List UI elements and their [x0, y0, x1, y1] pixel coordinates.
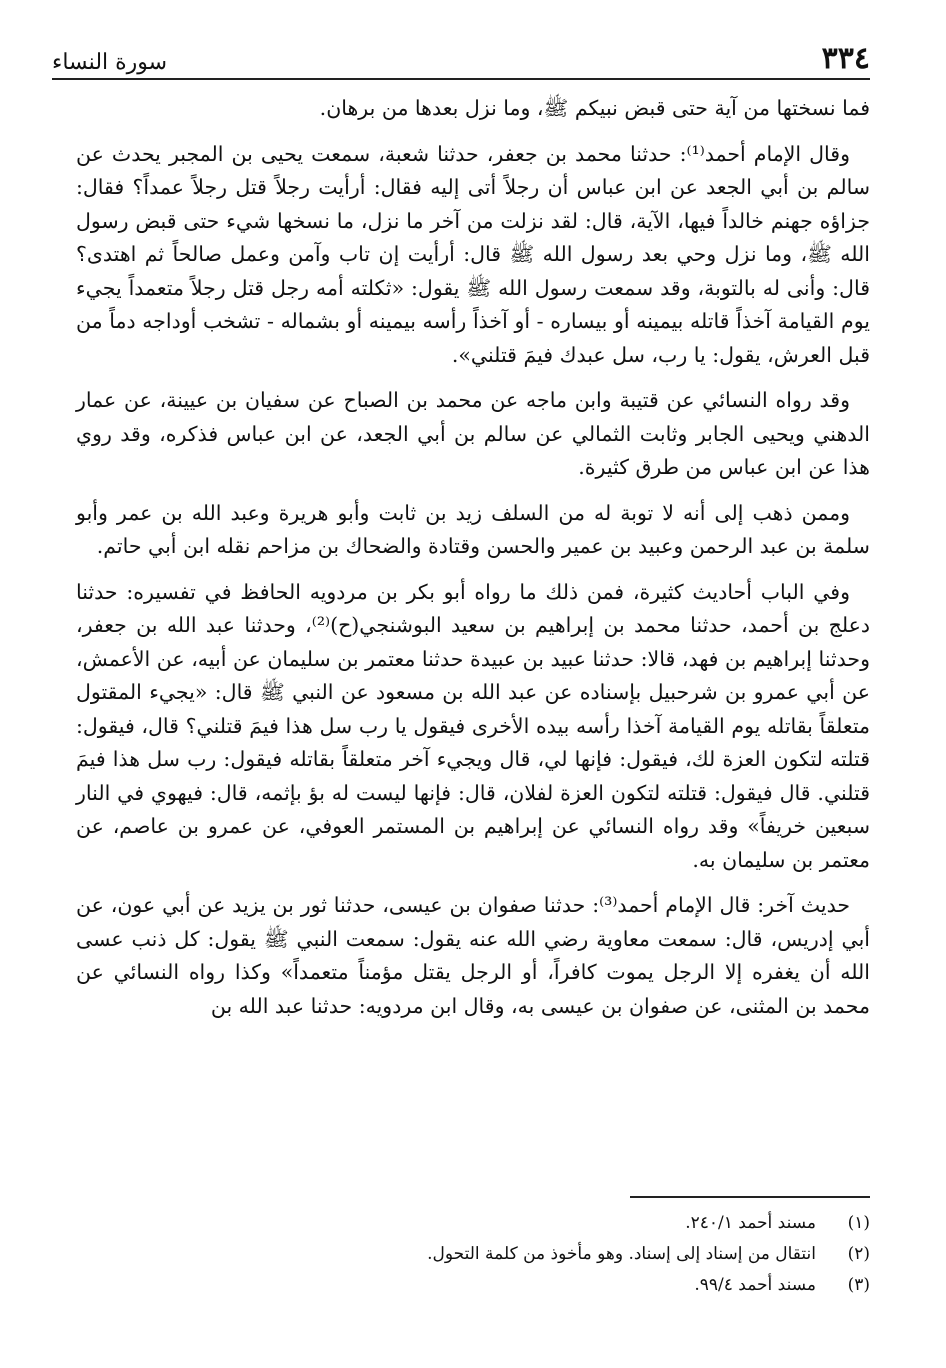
paragraph-6: حديث آخر: قال الإمام أحمد⁽³⁾: حدثنا صفوان بن عيسى، حدثنا ثور بن يزيد عن أبي عون، عن أبي إدريس، قال: سمعت معاوية رضي الله عنه يقول: سمعت النبي ﷺ يقول: كل ذنب عسى الله أن يغفره إلا الرجل يموت كافراً، أو الرجل يقتل مؤمناً متعمداً» وكذا رواه النسائي عن محمد بن المثنى، عن صفوان بن عيسى به، وقال ابن مردويه: حدثنا عبد الله بن: [76, 893, 870, 1018]
main-text: [76, 92, 870, 1035]
footnote-number: (٢): [847, 1244, 870, 1264]
footnotes: [76, 1208, 870, 1301]
footnote-text: مسند أحمد ٩٩/٤.: [694, 1275, 816, 1295]
paragraph-2: وقال الإمام أحمد⁽¹⁾: حدثنا محمد بن جعفر، حدثنا شعبة، سمعت يحيى بن المجبر يحدث عن سالم بن أبي الجعد عن ابن عباس أن رجلاً أتى إليه فقال: أرأيت رجلاً قتل رجلاً عمداً؟ فقال: جزاؤه جهنم خالداً فيها، الآية، قال: لقد نزلت من آخر ما نزل، ما نسخها شيء حتى قبض رسول الله ﷺ، وما نزل وحي بعد رسول الله ﷺ قال: أرأيت إن تاب وآمن وعمل صالحاً ثم اهتدى؟ قال: وأنى له بالتوبة، وقد سمعت رسول الله ﷺ يقول: «ثكلته أمه رجل قتل رجلاً متعمداً يجيء يوم القيامة آخذاً قاتله بيمينه أو بيساره - أو آخذاً رأسه بيمينه أو بشماله - تشخب أوداجه دماً من قبل العرش، يقول: يا رب، سل عبدك فيمَ قتلني».: [76, 141, 870, 367]
running-title: سورة النساء: [52, 50, 168, 75]
footnote-number: (١): [847, 1213, 870, 1233]
paragraph-5: وفي الباب أحاديث كثيرة، فمن ذلك ما رواه أبو بكر بن مردويه الحافظ في تفسيره: حدثنا دعلج بن أحمد، حدثنا محمد بن إبراهيم بن سعيد البوشنجي(ح)⁽²⁾، وحدثنا عبد الله بن جعفر، وحدثنا إبراهيم بن فهد، قالا: حدثنا عبيد بن عبيدة حدثنا معتمر بن سليمان عن أبيه، عن الأعمش، عن أبي عمرو بن شرحبيل بإسناده عن عبد الله بن مسعود عن النبي ﷺ قال: «يجيء المقتول متعلقاً بقاتله يوم القيامة آخذا رأسه بيده الأخرى فيقول يا رب سل هذا فيمَ قتلني؟ قال، فيقول: قتلته لتكون العزة لك، فيقول: فإنها لي، قال ويجيء آخر متعلقاً بقاتله فيقول: رب سل هذا فيمَ قتلني. قال فيقول: قتلته لتكون العزة لفلان، قال: فإنها ليست له بؤ بإثمه، قال: فيهوي في النار سبعين خريفاً» وقد رواه النسائي عن إبراهيم بن المستمر العوفي، عن عمرو بن عاصم، عن معتمر بن سليمان به.: [76, 579, 870, 872]
footnote-3: [76, 1270, 870, 1301]
footnote-text: مسند أحمد ٢٤٠/١.: [685, 1213, 816, 1233]
footnote-divider: [630, 1196, 870, 1198]
page-header: [52, 40, 870, 80]
paragraph-3: وقد رواه النسائي عن قتيبة وابن ماجه عن محمد بن الصباح عن سفيان بن عيينة، عن عمار الدهني ويحيى الجابر وثابت الثمالي عن سالم بن أبي الجعد، عن ابن عباس فذكره، وقد روي هذا عن ابن عباس من طرق كثيرة.: [76, 388, 870, 479]
footnote-2: [76, 1239, 870, 1270]
footnote-1: [76, 1208, 870, 1239]
footnote-text: انتقال من إسناد إلى إسناد. وهو مأخوذ من كلمة التحول.: [427, 1244, 816, 1264]
footnote-number: (٣): [847, 1275, 870, 1295]
page-number: ٣٣٤: [821, 41, 870, 76]
paragraph-4: وممن ذهب إلى أنه لا توبة له من السلف زيد بن ثابت وأبو هريرة وعبد الله بن عمر وأبو سلمة بن عبد الرحمن وعبيد بن عمير والحسن وقتادة والضحاك بن مزاحم نقله ابن أبي حاتم.: [76, 500, 870, 558]
paragraph-1: فما نسختها من آية حتى قبض نبيكم ﷺ، وما نزل بعدها من برهان.: [319, 96, 870, 120]
